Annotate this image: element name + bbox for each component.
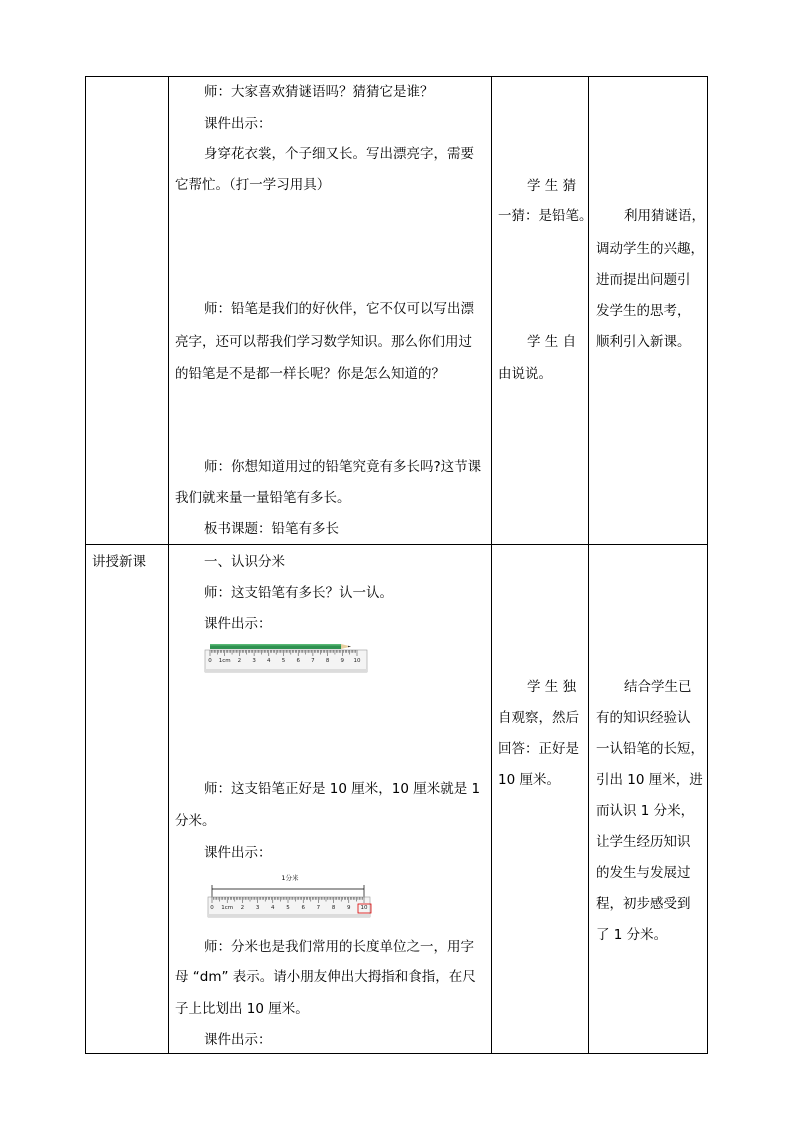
ruler-number: 7 xyxy=(316,905,321,911)
intent-2-line-6: 让学生经历知识 xyxy=(596,834,691,850)
ruler-edge xyxy=(205,669,367,672)
ruler-number: 0 xyxy=(210,905,214,911)
ruler-number: 5 xyxy=(281,658,286,664)
ruler-number: 4 xyxy=(271,905,275,911)
intent-1-line-1: 利用猜谜语， xyxy=(624,208,705,224)
intent-2-line-2: 有的知识经验认 xyxy=(596,710,691,726)
ruler-number: 10 xyxy=(353,658,361,664)
courseware-label-3: 课件出示： xyxy=(204,845,272,861)
pencil-lead xyxy=(348,646,351,647)
teacher-dm-line-3: 子上比划出 10 厘米。 xyxy=(175,1001,309,1017)
ruler-number: 7 xyxy=(311,658,315,664)
ruler-number: 0 xyxy=(208,658,212,664)
board-title: 板书课题：铅笔有多长 xyxy=(204,521,339,537)
table-row-divider xyxy=(85,544,708,545)
decimeter-ruler-figure xyxy=(206,869,374,921)
teacher-riddle-question: 师：大家喜欢猜谜语吗？猜猜它是谁？ xyxy=(204,84,434,100)
student-free-1: 学 生 自 xyxy=(527,334,577,350)
teacher-10cm-line-2: 分米。 xyxy=(175,813,216,829)
ruler-number: 8 xyxy=(325,658,330,664)
student-free-2: 由说说。 xyxy=(498,366,552,382)
student-guess-1: 学 生 猜 xyxy=(527,178,577,194)
teacher-pencil-line-1: 师：铅笔是我们的好伙伴，它不仅可以写出漂 xyxy=(204,301,474,317)
section-label: 讲授新课 xyxy=(92,554,146,570)
teacher-pencil-line-3: 的铅笔是不是都一样长呢？你是怎么知道的？ xyxy=(175,366,445,382)
intent-2-line-3: 一认铅笔的长短， xyxy=(596,741,704,757)
intent-2-line-8: 程，初步感受到 xyxy=(596,896,691,912)
ruler-number: 5 xyxy=(286,905,290,911)
student-guess-2: 一猜：是铅笔。 xyxy=(498,208,593,224)
intent-1-line-2: 调动学生的兴趣， xyxy=(596,241,704,257)
student-observe-line-3: 回答：正好是 xyxy=(498,741,579,757)
ruler-number: 9 xyxy=(340,658,345,664)
table-border-top xyxy=(85,76,708,77)
student-observe-line-4: 10 厘米。 xyxy=(498,772,560,788)
teacher-intro-line-1: 师：你想知道用过的铅笔究竟有多长吗?这节课 xyxy=(204,459,482,475)
courseware-label-2: 课件出示： xyxy=(204,616,272,632)
ruler-number: 2 xyxy=(240,905,245,911)
student-observe-line-1: 学 生 独 xyxy=(527,679,577,695)
table-border-col1 xyxy=(168,76,169,1054)
ruler-number: 3 xyxy=(252,658,256,664)
riddle-line-1: 身穿花衣裳，个子细又长。写出漂亮字，需要 xyxy=(204,146,474,162)
courseware-label: 课件出示： xyxy=(204,116,272,132)
student-observe-line-2: 自观察，然后 xyxy=(498,710,579,726)
intent-2-line-7: 的发生与发展过 xyxy=(596,865,691,881)
ruler-edge-2 xyxy=(208,914,370,917)
teacher-10cm-line-1: 师：这支铅笔正好是 10 厘米，10 厘米就是 1 xyxy=(204,781,481,797)
intent-2-line-5: 而认识 1 分米， xyxy=(596,803,695,819)
riddle-line-2: 它帮忙。（打一学习用具） xyxy=(175,177,331,193)
ruler-number: 3 xyxy=(255,905,260,911)
intent-1-line-4: 发学生的思考， xyxy=(596,303,691,319)
courseware-label-4: 课件出示： xyxy=(204,1032,272,1048)
ruler-number: 1cm xyxy=(218,658,231,664)
teacher-dm-line-2: 母 “dm” 表示。请小朋友伸出大拇指和食指，在尺 xyxy=(175,969,476,985)
ruler-number: 2 xyxy=(237,658,242,664)
decimeter-label: 1分米 xyxy=(281,874,299,882)
teacher-intro-line-2: 我们就来量一量铅笔有多长。 xyxy=(175,490,351,506)
heading-know-decimeter: 一、认识分米 xyxy=(204,554,285,570)
table-border-col2 xyxy=(491,76,492,1054)
pencil-highlight xyxy=(210,644,341,646)
ruler-number: 9 xyxy=(347,905,351,911)
teacher-dm-line-1: 师：分米也是我们常用的长度单位之一，用字 xyxy=(204,939,474,955)
ruler-number: 1cm xyxy=(221,905,234,911)
table-border-bottom xyxy=(85,1053,708,1054)
ruler-number: 6 xyxy=(296,658,300,664)
teacher-pencil-length: 师：这支铅笔有多长？认一认。 xyxy=(204,585,393,601)
table-border-right xyxy=(707,76,708,1054)
ruler-number: 4 xyxy=(267,658,271,664)
ruler-number: 6 xyxy=(301,905,305,911)
ruler-number: 10 xyxy=(360,905,368,911)
intent-2-line-9: 了 1 分米。 xyxy=(596,927,668,943)
table-border-left xyxy=(85,76,86,1054)
intent-1-line-5: 顺利引入新课。 xyxy=(596,334,691,350)
intent-1-line-3: 进而提出问题引 xyxy=(596,272,691,288)
intent-2-line-1: 结合学生已 xyxy=(624,679,692,695)
intent-2-line-4: 引出 10 厘米，进 xyxy=(596,772,703,788)
teacher-pencil-line-2: 亮字，还可以帮我们学习数学知识。那么你们用过 xyxy=(175,334,472,350)
ruler-number: 8 xyxy=(331,905,336,911)
pencil-ruler-figure xyxy=(204,642,370,676)
